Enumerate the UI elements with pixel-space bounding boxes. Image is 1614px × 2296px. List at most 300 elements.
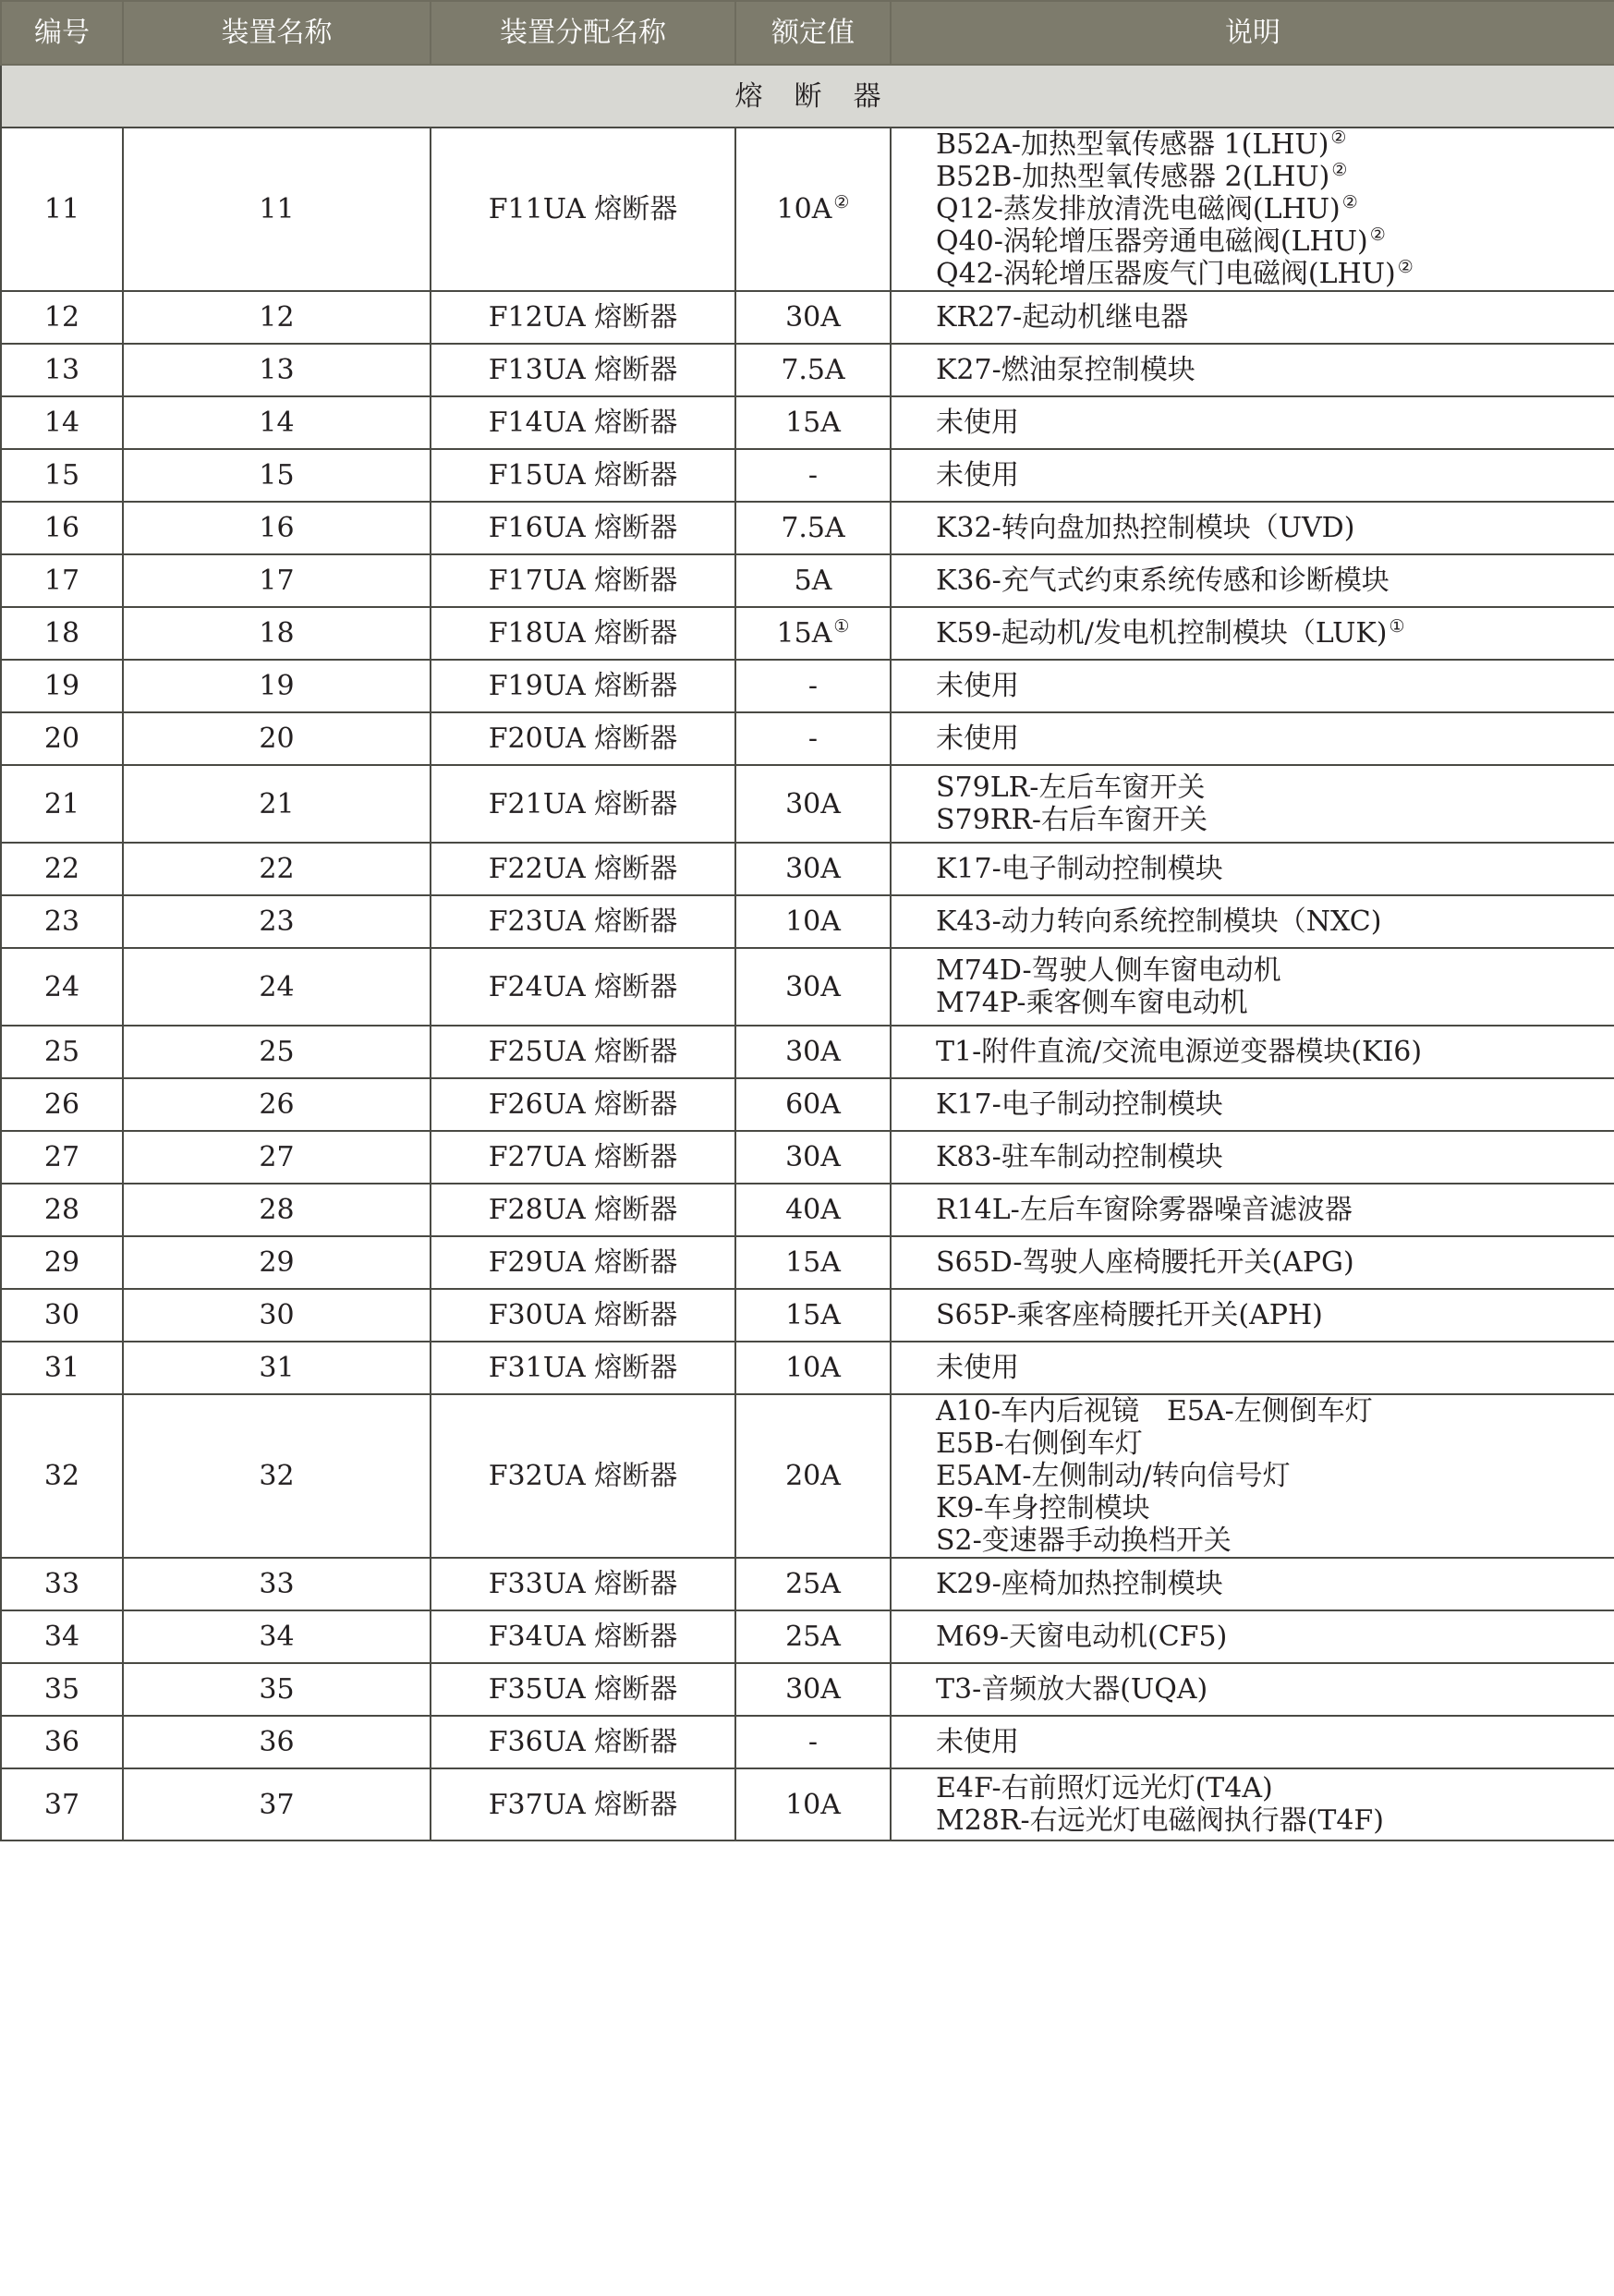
cell-device-name-text: 11 [259,193,295,225]
cell-rating [735,895,891,948]
description-text: S79RR-右后车窗开关 [936,804,1208,836]
cell-rating [735,1716,891,1768]
cell-number-text: 15 [43,459,80,492]
cell-device-name [123,502,431,554]
table-row [1,607,1614,660]
cell-device-name [123,344,431,396]
cell-description [891,1394,1614,1558]
cell-device-name [123,1610,431,1663]
cell-rating-text: 15A [776,617,832,650]
cell-device-name [123,843,431,895]
cell-device-name-text: 31 [259,1352,295,1384]
cell-device-name [123,712,431,765]
cell-device-assignment-text: F31UA 熔断器 [488,1352,678,1384]
cell-device-name [123,1131,431,1184]
cell-number-text: 33 [43,1568,80,1600]
cell-rating [735,1768,891,1840]
description-line [936,258,1614,290]
description-line [936,844,1614,894]
cell-number-text: 37 [43,1788,80,1821]
cell-number-text: 20 [43,723,80,755]
table-row [1,843,1614,895]
table-header [1,1,1614,65]
description-line [936,804,1614,836]
cell-description [891,128,1614,291]
cell-device-assignment [431,895,735,948]
cell-number-text: 36 [43,1726,80,1758]
cell-device-assignment-text: F15UA 熔断器 [488,459,678,492]
cell-description [891,1342,1614,1394]
cell-rating-text: 5A [794,565,832,597]
cell-device-name [123,1342,431,1394]
description-line [936,1804,1614,1837]
cell-number [1,895,123,948]
cell-number [1,1663,123,1716]
cell-number-text: 32 [43,1460,80,1492]
cell-device-name-text: 16 [259,512,295,544]
cell-number [1,1236,123,1289]
description-text: K83-驻车制动控制模块 [936,1141,1223,1173]
table-row [1,948,1614,1026]
cell-number [1,1078,123,1131]
description-footnote-marker: ① [1389,616,1405,637]
table-row [1,712,1614,765]
description-line [936,503,1614,553]
table-body [1,65,1614,1840]
cell-device-name-text: 22 [259,853,295,885]
description-line [936,1427,1614,1460]
cell-description [891,712,1614,765]
cell-device-name [123,1716,431,1768]
cell-device-name [123,1394,431,1558]
cell-device-name-text: 19 [259,670,295,702]
description-text: Q40-涡轮增压器旁通电磁阀(LHU) [936,225,1368,258]
cell-number-text: 35 [43,1673,80,1706]
description-line [936,1395,1614,1427]
description-line [936,608,1614,659]
cell-device-name-text: 12 [259,301,295,334]
description-text: K32-转向盘加热控制模块（UVD) [936,512,1355,544]
table-row [1,291,1614,344]
description-line [936,292,1614,343]
header-device-assignment: 装置分配名称 [431,1,735,65]
cell-device-assignment-text: F17UA 熔断器 [488,565,678,597]
description-line [936,1492,1614,1525]
cell-device-assignment [431,843,735,895]
cell-description [891,1289,1614,1342]
cell-device-assignment-text: F29UA 熔断器 [488,1246,678,1279]
cell-rating-text: - [807,723,819,755]
table-row [1,1026,1614,1078]
cell-device-name-text: 33 [259,1568,295,1600]
cell-device-assignment [431,1078,735,1131]
cell-device-assignment [431,660,735,712]
cell-device-assignment [431,502,735,554]
cell-device-assignment-text: F12UA 熔断器 [488,301,678,334]
description-line [936,555,1614,606]
description-footnote-marker: ② [1331,160,1348,180]
cell-description [891,1663,1614,1716]
description-line [936,1342,1614,1393]
cell-number-text: 14 [43,407,80,439]
cell-device-assignment [431,128,735,291]
rating-footnote-marker: ① [833,616,850,637]
cell-device-name [123,1663,431,1716]
cell-rating [735,554,891,607]
table-row [1,765,1614,843]
description-line [936,193,1614,225]
cell-device-name-text: 20 [259,723,295,755]
header-device-name: 装置名称 [123,1,431,65]
section-title: 熔断器 [1,65,1614,128]
cell-rating-text: 25A [785,1568,841,1600]
table-row [1,660,1614,712]
cell-rating [735,449,891,502]
cell-device-assignment-text: F23UA 熔断器 [488,905,678,938]
description-line [936,1184,1614,1235]
cell-number [1,1768,123,1840]
cell-number-text: 23 [43,905,80,938]
cell-number-text: 22 [43,853,80,885]
cell-rating-text: 30A [785,787,841,820]
cell-device-assignment [431,1394,735,1558]
cell-description [891,843,1614,895]
description-text: S79LR-左后车窗开关 [936,771,1206,804]
table-row [1,396,1614,449]
cell-number [1,607,123,660]
cell-device-name-text: 18 [259,617,295,650]
cell-device-name-text: 35 [259,1673,295,1706]
cell-number [1,128,123,291]
cell-rating-text: 10A [785,1352,841,1384]
table-row [1,1663,1614,1716]
description-line [936,713,1614,764]
description-line [936,450,1614,501]
description-text: K27-燃油泵控制模块 [936,354,1195,386]
cell-device-assignment [431,344,735,396]
cell-device-name-text: 26 [259,1088,295,1121]
cell-number [1,1184,123,1236]
description-text: B52A-加热型氧传感器 1(LHU) [936,128,1329,161]
cell-device-name [123,1078,431,1131]
cell-number [1,765,123,843]
description-text: K17-电子制动控制模块 [936,1088,1223,1121]
cell-number [1,1610,123,1663]
description-text: 未使用 [936,670,1019,702]
cell-number [1,843,123,895]
table-row [1,1184,1614,1236]
cell-number [1,1026,123,1078]
description-text: K9-车身控制模块 [936,1492,1150,1525]
cell-device-assignment-text: F20UA 熔断器 [488,723,678,755]
cell-device-assignment [431,1184,735,1236]
description-text: KR27-起动机继电器 [936,301,1189,334]
description-line [936,1611,1614,1662]
cell-device-assignment-text: F28UA 熔断器 [488,1194,678,1226]
cell-rating [735,1131,891,1184]
description-line [936,1664,1614,1715]
description-footnote-marker: ② [1369,225,1386,245]
cell-device-name [123,396,431,449]
cell-rating-text: 10A [785,905,841,938]
cell-device-assignment-text: F24UA 熔断器 [488,970,678,1003]
description-text: K29-座椅加热控制模块 [936,1568,1223,1600]
cell-device-name-text: 24 [259,970,295,1003]
cell-device-name [123,948,431,1026]
cell-rating [735,948,891,1026]
cell-device-assignment-text: F11UA 熔断器 [488,193,678,225]
cell-device-assignment [431,607,735,660]
cell-rating [735,1026,891,1078]
table-row [1,554,1614,607]
cell-number [1,502,123,554]
cell-device-assignment-text: F26UA 熔断器 [488,1088,678,1121]
description-text: K59-起动机/发电机控制模块（LUK) [936,617,1388,650]
cell-device-assignment [431,554,735,607]
cell-device-assignment-text: F25UA 熔断器 [488,1036,678,1068]
cell-device-name-text: 37 [259,1788,295,1821]
cell-device-name-text: 36 [259,1726,295,1758]
table-row [1,449,1614,502]
description-line [936,397,1614,448]
header-description: 说明 [891,1,1614,65]
cell-rating [735,712,891,765]
cell-device-assignment-text: F37UA 熔断器 [488,1788,678,1821]
cell-device-name-text: 23 [259,905,295,938]
description-line [936,161,1614,193]
cell-device-name-text: 13 [259,354,295,386]
table-row [1,344,1614,396]
cell-device-assignment [431,291,735,344]
cell-description [891,396,1614,449]
cell-device-name [123,1184,431,1236]
section-row [1,65,1614,128]
cell-device-assignment-text: F36UA 熔断器 [488,1726,678,1758]
cell-device-name [123,895,431,948]
cell-device-name [123,449,431,502]
cell-rating [735,291,891,344]
cell-device-assignment-text: F14UA 熔断器 [488,407,678,439]
cell-number [1,1716,123,1768]
cell-device-name [123,765,431,843]
cell-device-assignment [431,1026,735,1078]
description-text: B52B-加热型氧传感器 2(LHU) [936,161,1330,193]
header-rating: 额定值 [735,1,891,65]
cell-device-assignment [431,1342,735,1394]
cell-rating-text: - [807,459,819,492]
cell-device-assignment-text: F21UA 熔断器 [488,787,678,820]
description-text: M69-天窗电动机(CF5) [936,1621,1228,1653]
cell-description [891,1558,1614,1610]
cell-device-assignment [431,1768,735,1840]
cell-rating [735,344,891,396]
description-line [936,1460,1614,1492]
cell-device-assignment [431,948,735,1026]
cell-rating-text: 30A [785,853,841,885]
table-row [1,128,1614,291]
cell-rating-text: 10A [776,193,832,225]
cell-device-name [123,1768,431,1840]
cell-device-assignment-text: F32UA 熔断器 [488,1460,678,1492]
description-text: R14L-左后车窗除雾器噪音滤波器 [936,1194,1353,1226]
cell-number [1,1558,123,1610]
description-text: T1-附件直流/交流电源逆变器模块(KI6) [936,1036,1423,1068]
cell-device-assignment-text: F33UA 熔断器 [488,1568,678,1600]
cell-description [891,1026,1614,1078]
cell-number [1,1394,123,1558]
cell-number-text: 17 [43,565,80,597]
cell-description [891,344,1614,396]
cell-device-name-text: 32 [259,1460,295,1492]
cell-description [891,948,1614,1026]
cell-device-assignment [431,1663,735,1716]
cell-device-assignment [431,765,735,843]
description-footnote-marker: ② [1397,257,1414,277]
description-text: M28R-右远光灯电磁阀执行器(T4F) [936,1804,1384,1837]
description-line [936,1717,1614,1768]
table-row [1,502,1614,554]
cell-rating [735,607,891,660]
description-line [936,987,1614,1019]
description-text: A10-车内后视镜 E5A-左侧倒车灯 [936,1395,1373,1427]
cell-device-assignment-text: F13UA 熔断器 [488,354,678,386]
table-row [1,1078,1614,1131]
cell-number [1,396,123,449]
description-text: K43-动力转向系统控制模块（NXC) [936,905,1382,938]
description-line [936,771,1614,804]
cell-rating [735,660,891,712]
cell-device-name-text: 34 [259,1621,295,1653]
cell-device-name [123,660,431,712]
cell-device-name [123,607,431,660]
cell-device-name [123,1289,431,1342]
description-text: E4F-右前照灯远光灯(T4A) [936,1772,1273,1804]
cell-number [1,1289,123,1342]
description-line [936,1132,1614,1183]
cell-number-text: 13 [43,354,80,386]
cell-device-name-text: 28 [259,1194,295,1226]
cell-device-assignment-text: F30UA 熔断器 [488,1299,678,1331]
cell-description [891,1610,1614,1663]
description-text: S2-变速器手动换档开关 [936,1525,1232,1557]
cell-device-assignment [431,1131,735,1184]
cell-rating [735,1610,891,1663]
cell-rating-text: 30A [785,1036,841,1068]
cell-number [1,291,123,344]
cell-device-assignment-text: F27UA 熔断器 [488,1141,678,1173]
cell-description [891,502,1614,554]
cell-number [1,554,123,607]
description-line [936,345,1614,395]
description-text: T3-音频放大器(UQA) [936,1673,1208,1706]
cell-number [1,660,123,712]
cell-description [891,291,1614,344]
cell-rating [735,1558,891,1610]
cell-device-name [123,291,431,344]
cell-rating-text: 30A [785,1141,841,1173]
description-text: M74P-乘客侧车窗电动机 [936,987,1248,1019]
description-text: M74D-驾驶人侧车窗电动机 [936,954,1281,987]
cell-rating [735,1236,891,1289]
cell-number [1,948,123,1026]
header-row [1,1,1614,65]
cell-rating-text: 10A [785,1788,841,1821]
cell-rating-text: - [807,670,819,702]
cell-device-assignment [431,1716,735,1768]
cell-description [891,1716,1614,1768]
description-line [936,661,1614,711]
cell-number-text: 24 [43,970,80,1003]
cell-device-name [123,1558,431,1610]
cell-device-name-text: 30 [259,1299,295,1331]
cell-description [891,1078,1614,1131]
description-footnote-marker: ② [1341,192,1358,213]
cell-rating [735,1342,891,1394]
description-line [936,896,1614,947]
description-line [936,1027,1614,1077]
cell-device-assignment-text: F22UA 熔断器 [488,853,678,885]
cell-device-name-text: 27 [259,1141,295,1173]
cell-rating [735,502,891,554]
cell-device-assignment-text: F34UA 熔断器 [488,1621,678,1653]
cell-number [1,344,123,396]
description-text: K36-充气式约束系统传感和诊断模块 [936,565,1389,597]
cell-rating-text: 25A [785,1621,841,1653]
cell-rating [735,1289,891,1342]
description-footnote-marker: ② [1330,128,1347,148]
description-line [936,1772,1614,1804]
description-line [936,1237,1614,1288]
cell-device-assignment [431,1289,735,1342]
cell-rating [735,1394,891,1558]
cell-description [891,607,1614,660]
description-line [936,128,1614,161]
description-line [936,1525,1614,1557]
cell-rating-text: 7.5A [781,354,845,386]
cell-device-assignment-text: F19UA 熔断器 [488,670,678,702]
description-line [936,1079,1614,1130]
cell-description [891,1768,1614,1840]
cell-rating-text: - [807,1726,819,1758]
table-row [1,1558,1614,1610]
cell-rating-text: 60A [785,1088,841,1121]
rating-footnote-marker: ② [833,192,850,213]
cell-rating [735,1078,891,1131]
description-text: 未使用 [936,459,1019,492]
table-row [1,895,1614,948]
cell-number-text: 16 [43,512,80,544]
cell-description [891,449,1614,502]
description-text: S65D-驾驶人座椅腰托开关(APG) [936,1246,1354,1279]
cell-number-text: 18 [43,617,80,650]
cell-description [891,765,1614,843]
cell-number [1,712,123,765]
cell-number [1,1131,123,1184]
table-row [1,1342,1614,1394]
cell-rating-text: 7.5A [781,512,845,544]
cell-rating [735,1663,891,1716]
description-text: 未使用 [936,1352,1019,1384]
cell-number-text: 31 [43,1352,80,1384]
cell-device-name-text: 25 [259,1036,295,1068]
cell-rating-text: 40A [785,1194,841,1226]
cell-device-name-text: 17 [259,565,295,597]
cell-number-text: 30 [43,1299,80,1331]
cell-number-text: 26 [43,1088,80,1121]
cell-number-text: 28 [43,1194,80,1226]
table-row [1,1236,1614,1289]
cell-device-assignment-text: F16UA 熔断器 [488,512,678,544]
